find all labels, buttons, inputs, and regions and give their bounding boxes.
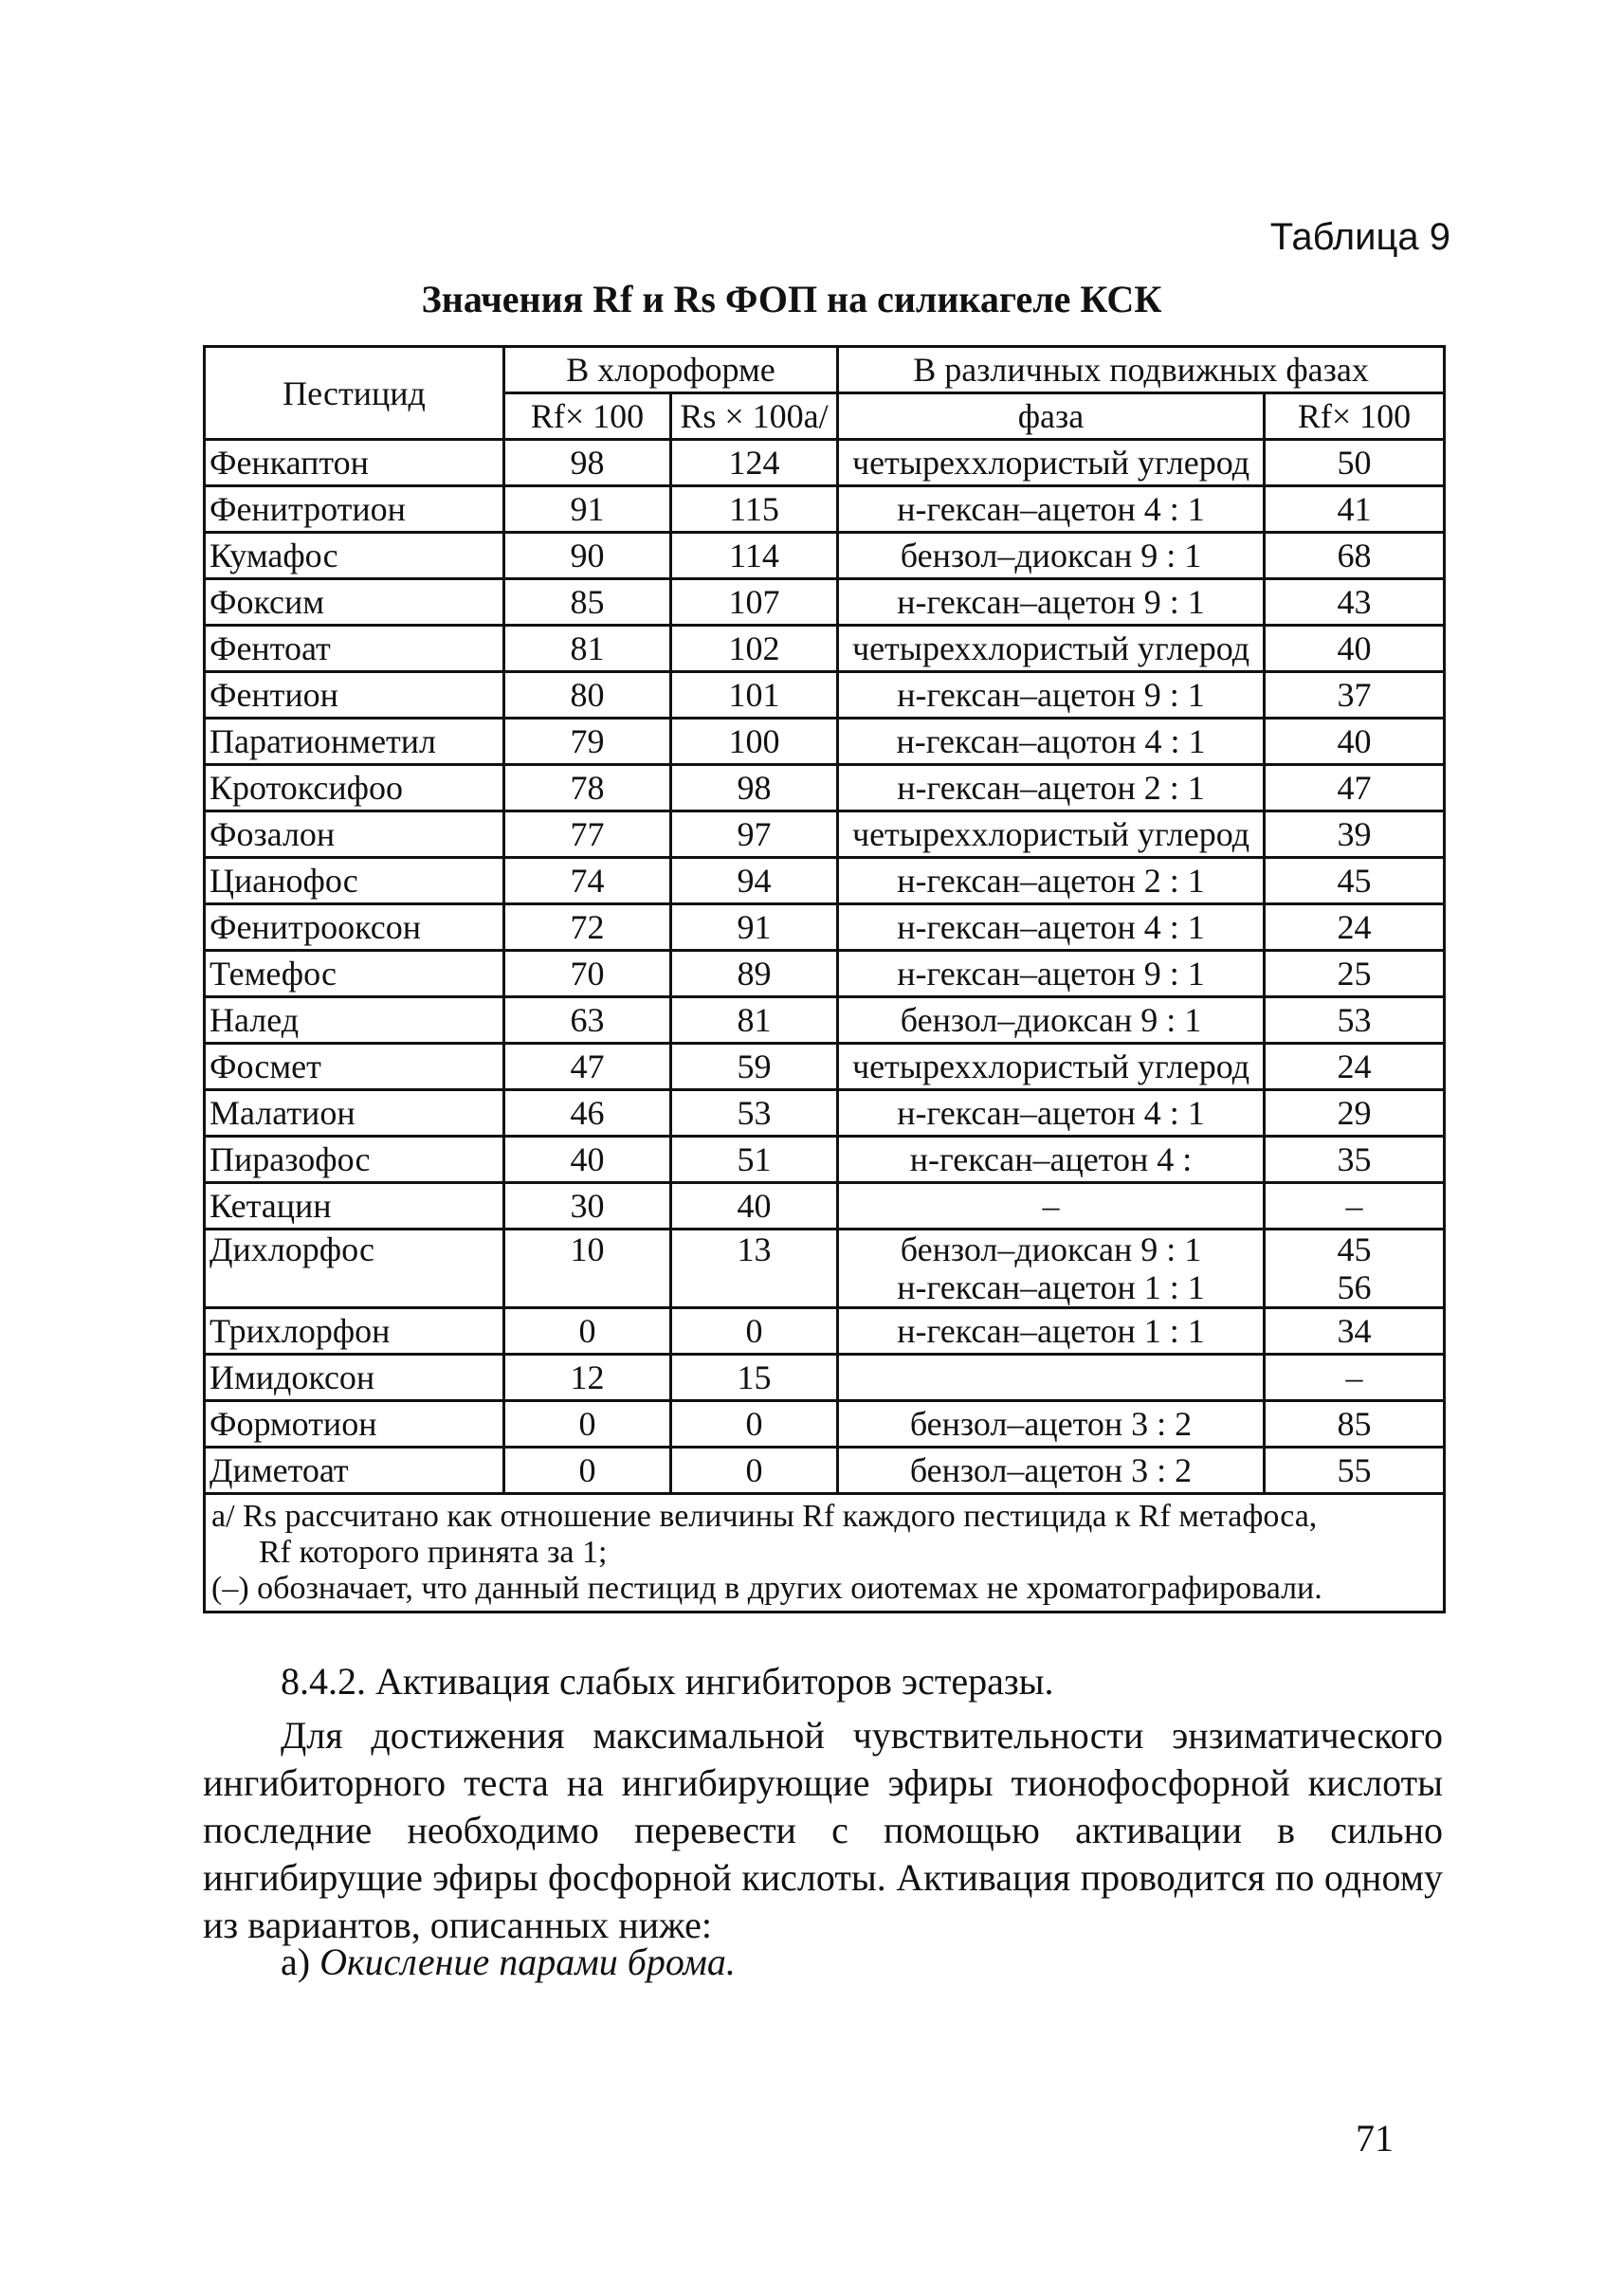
rf-value: 79 bbox=[504, 719, 671, 765]
pesticide-name: Диметоат bbox=[205, 1448, 504, 1494]
rf-value: 10 bbox=[504, 1230, 671, 1308]
rf-value: 0 bbox=[504, 1448, 671, 1494]
header-rs100: Rs × 100a/ bbox=[671, 393, 838, 440]
phase-value: н-гексан–ацетон 2 : 1 bbox=[838, 858, 1265, 904]
table-row bbox=[205, 811, 1445, 858]
rf-value: 0 bbox=[504, 1308, 671, 1355]
pesticide-name: Кумафос bbox=[205, 533, 504, 579]
phase-line-2: н-гексан–ацетон 1 : 1 bbox=[897, 1268, 1205, 1306]
rs-value: 81 bbox=[671, 997, 838, 1044]
rs-value: 59 bbox=[671, 1044, 838, 1090]
table-row bbox=[205, 1183, 1445, 1230]
table-row bbox=[205, 858, 1445, 904]
rs-value: 98 bbox=[671, 765, 838, 811]
rf-value: 46 bbox=[504, 1090, 671, 1137]
rf-value: 12 bbox=[504, 1355, 671, 1401]
table-row bbox=[205, 1401, 1445, 1448]
rf-value: 98 bbox=[504, 440, 671, 486]
rs-value: 89 bbox=[671, 951, 838, 997]
note-line-2: Rf которого принята за 1; bbox=[259, 1535, 608, 1570]
rf-phase-value: 45 bbox=[1265, 858, 1445, 904]
rs-value: 0 bbox=[671, 1401, 838, 1448]
table-row bbox=[205, 1355, 1445, 1401]
pesticide-name: Темефос bbox=[205, 951, 504, 997]
header-rf100-phase: Rf× 100 bbox=[1265, 393, 1445, 440]
rs-value: 102 bbox=[671, 626, 838, 672]
table-notes bbox=[205, 1494, 1445, 1613]
rs-value: 15 bbox=[671, 1355, 838, 1401]
rs-value: 0 bbox=[671, 1448, 838, 1494]
rf-phase-value: 39 bbox=[1265, 811, 1445, 858]
rf-value: 90 bbox=[504, 533, 671, 579]
table-row bbox=[205, 1308, 1445, 1355]
header-pesticide: Пестицид bbox=[205, 347, 504, 440]
table-notes-row bbox=[205, 1494, 1445, 1613]
table-row bbox=[205, 997, 1445, 1044]
rf-value: 74 bbox=[504, 858, 671, 904]
phase-line-1: бензол–диоксан 9 : 1 bbox=[900, 1230, 1202, 1268]
table-row bbox=[205, 1230, 1445, 1308]
phase-value: н-гексан–ацетон 9 : 1 bbox=[838, 579, 1265, 626]
rs-value: 91 bbox=[671, 904, 838, 951]
page-number: 71 bbox=[1356, 2117, 1394, 2159]
rf-value: 47 bbox=[504, 1044, 671, 1090]
rf-value: 72 bbox=[504, 904, 671, 951]
phase-value: – bbox=[838, 1183, 1265, 1230]
rf-value: 30 bbox=[504, 1183, 671, 1230]
rf-phase-value: 68 bbox=[1265, 533, 1445, 579]
table-row bbox=[205, 719, 1445, 765]
phase-value: н-гексан–ацетон 4 : bbox=[838, 1137, 1265, 1183]
rs-value: 124 bbox=[671, 440, 838, 486]
rf-phase-value: 37 bbox=[1265, 672, 1445, 719]
rf-phase-line-2: 56 bbox=[1337, 1268, 1372, 1306]
rf-value: 77 bbox=[504, 811, 671, 858]
pesticide-table bbox=[203, 345, 1446, 1613]
table-row bbox=[205, 440, 1445, 486]
rs-value: 115 bbox=[671, 486, 838, 533]
rf-phase-value: 29 bbox=[1265, 1090, 1445, 1137]
header-rf100: Rf× 100 bbox=[504, 393, 671, 440]
table-caption: Значения Rf и Rs ФОП на силикагеле КСК bbox=[421, 278, 1162, 320]
phase-value: четыреххлористый углерод bbox=[838, 811, 1265, 858]
rf-value: 81 bbox=[504, 626, 671, 672]
table-row bbox=[205, 951, 1445, 997]
table-body-dichlorvos bbox=[205, 1230, 1445, 1308]
rf-value: 78 bbox=[504, 765, 671, 811]
sub-item bbox=[281, 1940, 736, 1984]
rf-phase-value: 40 bbox=[1265, 626, 1445, 672]
rf-phase-line-1: 45 bbox=[1337, 1230, 1372, 1268]
rf-phase-value: 35 bbox=[1265, 1137, 1445, 1183]
rs-value: 94 bbox=[671, 858, 838, 904]
table-row bbox=[205, 765, 1445, 811]
table-label: Таблица 9 bbox=[1269, 216, 1450, 258]
rf-phase-value: 85 bbox=[1265, 1401, 1445, 1448]
phase-value: четыреххлористый углерод bbox=[838, 1044, 1265, 1090]
sub-item-text: Окисление парами брома. bbox=[319, 1941, 736, 1983]
pesticide-name: Паратионметил bbox=[205, 719, 504, 765]
rs-value: 100 bbox=[671, 719, 838, 765]
table-row bbox=[205, 1044, 1445, 1090]
rf-phase-value: 41 bbox=[1265, 486, 1445, 533]
phase-value: н-гексан–ацотон 4 : 1 bbox=[838, 719, 1265, 765]
phase-value bbox=[838, 1355, 1265, 1401]
pesticide-name: Фозалон bbox=[205, 811, 504, 858]
phase-value: н-гексан–ацетон 4 : 1 bbox=[838, 904, 1265, 951]
header-phase: фаза bbox=[838, 393, 1265, 440]
pesticide-name: Фенитрооксон bbox=[205, 904, 504, 951]
phase-value: четыреххлористый углерод bbox=[838, 440, 1265, 486]
phase-value: бензол–ацетон 3 : 2 bbox=[838, 1401, 1265, 1448]
rf-value: 63 bbox=[504, 997, 671, 1044]
table-row bbox=[205, 533, 1445, 579]
pesticide-name: Дихлорфос bbox=[205, 1230, 504, 1308]
pesticide-name: Малатион bbox=[205, 1090, 504, 1137]
pesticide-name: Фентион bbox=[205, 672, 504, 719]
rf-value: 40 bbox=[504, 1137, 671, 1183]
pesticide-name: Фосмет bbox=[205, 1044, 504, 1090]
rf-phase-value: 55 bbox=[1265, 1448, 1445, 1494]
sub-item-marker: а) bbox=[281, 1941, 311, 1983]
pesticide-name: Трихлорфон bbox=[205, 1308, 504, 1355]
rs-value: 97 bbox=[671, 811, 838, 858]
rf-phase-value: 34 bbox=[1265, 1308, 1445, 1355]
rs-value: 107 bbox=[671, 579, 838, 626]
rf-phase-value: – bbox=[1265, 1355, 1445, 1401]
rf-phase-value: 40 bbox=[1265, 719, 1445, 765]
pesticide-name: Формотион bbox=[205, 1401, 504, 1448]
rf-value: 91 bbox=[504, 486, 671, 533]
rf-value: 85 bbox=[504, 579, 671, 626]
pesticide-name: Фенитротион bbox=[205, 486, 504, 533]
pesticide-name: Пиразофос bbox=[205, 1137, 504, 1183]
rf-phase-value: 24 bbox=[1265, 904, 1445, 951]
pesticide-name: Кетацин bbox=[205, 1183, 504, 1230]
rf-value: 80 bbox=[504, 672, 671, 719]
table-header-row-1 bbox=[205, 347, 1445, 393]
rf-phase-value: 43 bbox=[1265, 579, 1445, 626]
rf-value: 70 bbox=[504, 951, 671, 997]
table-row bbox=[205, 579, 1445, 626]
header-mobile-phases: В различных подвижных фазах bbox=[838, 347, 1445, 393]
rs-value: 40 bbox=[671, 1183, 838, 1230]
rf-phase-value: 53 bbox=[1265, 997, 1445, 1044]
header-chloroform: В хлороформе bbox=[504, 347, 838, 393]
pesticide-name: Фоксим bbox=[205, 579, 504, 626]
rs-value: 114 bbox=[671, 533, 838, 579]
rs-value: 51 bbox=[671, 1137, 838, 1183]
rf-phase-value bbox=[1265, 1230, 1445, 1308]
pesticide-name: Цианофос bbox=[205, 858, 504, 904]
phase-value: н-гексан–ацетон 2 : 1 bbox=[838, 765, 1265, 811]
table-row bbox=[205, 1090, 1445, 1137]
phase-value: н-гексан–ацетон 9 : 1 bbox=[838, 951, 1265, 997]
table-row bbox=[205, 1137, 1445, 1183]
table-body-tail bbox=[205, 1308, 1445, 1494]
rf-phase-value: 25 bbox=[1265, 951, 1445, 997]
note-line-1: a/ Rs рассчитано как отношение величины Rf каждого пестицида к Rf метафоса, bbox=[211, 1499, 1318, 1534]
note-line-3: (–) обозначает, что данный пестицид в других оиотемах не хроматографировали. bbox=[211, 1571, 1322, 1606]
pesticide-name: Имидоксон bbox=[205, 1355, 504, 1401]
rf-value: 0 bbox=[504, 1401, 671, 1448]
table-row bbox=[205, 1448, 1445, 1494]
phase-value: н-гексан–ацетон 1 : 1 bbox=[838, 1308, 1265, 1355]
section-heading: 8.4.2. Активация слабых ингибиторов эстеразы. bbox=[281, 1660, 1054, 1703]
phase-value: н-гексан–ацетон 4 : 1 bbox=[838, 1090, 1265, 1137]
pesticide-name: Кротоксифоо bbox=[205, 765, 504, 811]
table-row bbox=[205, 486, 1445, 533]
table-row bbox=[205, 672, 1445, 719]
table-row bbox=[205, 626, 1445, 672]
rf-phase-value: 47 bbox=[1265, 765, 1445, 811]
rf-phase-value: – bbox=[1265, 1183, 1445, 1230]
rf-phase-value: 50 bbox=[1265, 440, 1445, 486]
rf-phase-value: 24 bbox=[1265, 1044, 1445, 1090]
phase-value: бензол–диоксан 9 : 1 bbox=[838, 997, 1265, 1044]
phase-value: н-гексан–ацетон 4 : 1 bbox=[838, 486, 1265, 533]
phase-value: четыреххлористый углерод bbox=[838, 626, 1265, 672]
pesticide-name: Фенкаптон bbox=[205, 440, 504, 486]
rs-value: 13 bbox=[671, 1230, 838, 1308]
phase-value: бензол–ацетон 3 : 2 bbox=[838, 1448, 1265, 1494]
phase-value: бензол–диоксан 9 : 1 bbox=[838, 533, 1265, 579]
rs-value: 101 bbox=[671, 672, 838, 719]
body-paragraph: Для достижения максимальной чувствительности энзиматического ингибиторного теста на ингибирующие эфиры тионофосфорной кислоты последние необходимо перевести с помощью активации в сильно ингибирущие эфиры фосфорной кислоты. Активация проводится по одному из вариантов, описанных ниже: bbox=[203, 1714, 1443, 1946]
rs-value: 0 bbox=[671, 1308, 838, 1355]
phase-value: н-гексан–ацетон 9 : 1 bbox=[838, 672, 1265, 719]
table-body-main bbox=[205, 440, 1445, 1230]
pesticide-name: Фентоат bbox=[205, 626, 504, 672]
phase-value bbox=[838, 1230, 1265, 1308]
table-row bbox=[205, 904, 1445, 951]
pesticide-name: Налед bbox=[205, 997, 504, 1044]
rs-value: 53 bbox=[671, 1090, 838, 1137]
